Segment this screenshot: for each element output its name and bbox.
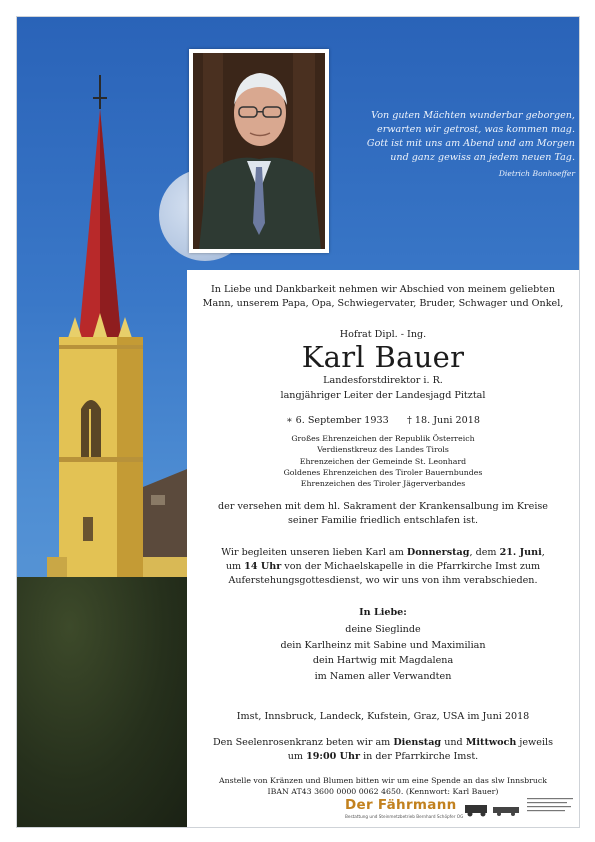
funeral-date: 21. Juni [499,547,542,558]
deceased-name: Karl Bauer [301,340,465,374]
donation-line: IBAN AT43 3600 0000 0062 4650. (Kennwort: Karl Bauer) [267,787,499,797]
mourner-item: dein Hartwig mit Magdalena [312,655,454,666]
rosary-line: um 19:00 Uhr in der Pfarrkirche Imst. [287,751,479,762]
mourners-list [187,623,579,684]
quote-line: Gott ist mit uns am Abend und am Morgen [366,138,575,149]
funeral-details [187,546,579,588]
mourner-item: deine Sieglinde [345,624,421,635]
honor-item: Verdienstkreuz des Landes Tirols [317,445,449,455]
forest-image [17,577,192,827]
rosary-line: Den Seelenrosenkranz beten wir am Dienstag und Mittwoch jeweils [212,737,554,748]
honor-item: Ehrenzeichen der Gemeinde St. Leonhard [299,456,467,466]
intro-text [187,283,579,311]
honor-item: Großes Ehrenzeichen der Republik Österreich [291,434,475,443]
brand-name: Der Fährmann [345,797,457,813]
portrait-photo [189,49,329,253]
brand-subtitle: Bestattung und Steinmetzbetrieb Bernhard Schöpfer OG [345,814,464,819]
contact-block-icon [527,797,573,817]
bonhoeffer-quote [343,109,575,181]
intro-line: Mann, unserem Papa, Opa, Schwiegervater, Bruder, Schwager und Onkel, [202,298,564,309]
mourner-item: dein Karlheinz mit Sabine und Maximilian [280,639,486,651]
quote-line: erwarten wir getrost, was kommen mag. [377,124,575,135]
death-date: † 18. Juni 2018 [407,415,480,426]
funeral-line: um 14 Uhr von der Michaelskapelle in die Pfarrkirche Imst zum [225,561,541,572]
birth-date: ∗ 6. September 1933 [286,415,389,426]
donation-text [187,775,579,798]
rosary-day: Dienstag [393,737,442,748]
mourner-item: im Namen aller Verwandten [314,670,452,682]
honor-item: Ehrenzeichen des Tiroler Jägerverbandes [300,479,466,489]
honors-list [187,433,579,489]
honorific-title: Hofrat Dipl. - Ing. [339,329,427,340]
portrait-man-image [193,53,325,249]
passing-line: seiner Familie friedlich entschlafen ist. [287,515,478,526]
funeral-day: Donnerstag [406,547,470,558]
role-line: Landesforstdirektor i. R. [323,375,443,386]
undertaker-logo [345,797,577,828]
rosary-time: 19:00 Uhr [306,751,361,762]
role-line: langjähriger Leiter der Landesjagd Pitztal [280,390,486,401]
quote-author: Dietrich Bonhoeffer [498,169,575,178]
funeral-line: Auferstehungsgottesdienst, wo wir uns von ihm verabschieden. [228,575,538,586]
rosary-day: Mittwoch [465,737,517,748]
funeral-line: Wir begleiten unseren lieben Karl am Donnerstag, dem 21. Juni, [221,547,545,558]
rosary-details [187,736,579,764]
passing-text [187,500,579,528]
quote-line: Von guten Mächten wunderbar geborgen, [371,110,575,121]
intro-line: In Liebe und Dankbarkeit nehmen wir Abschied von meinem geliebten [210,284,556,295]
notice-panel [187,270,579,827]
hearse-icon [463,799,523,819]
life-dates [187,414,579,428]
obituary-card [16,16,580,828]
donation-line: Anstelle von Kränzen und Blumen bitten wir um eine Spende an das slw Innsbruck [218,776,548,785]
quote-line: und ganz gewiss an jedem neuen Tag. [390,152,575,163]
passing-line: der versehen mit dem hl. Sakrament der Krankensalbung im Kreise [218,501,548,512]
places-date: Imst, Innsbruck, Landeck, Kufstein, Graz, USA im Juni 2018 [236,711,530,722]
honor-item: Goldenes Ehrenzeichen des Tiroler Bauernbundes [283,467,483,477]
funeral-time: 14 Uhr [244,561,282,572]
mourners-heading: In Liebe: [359,607,407,618]
